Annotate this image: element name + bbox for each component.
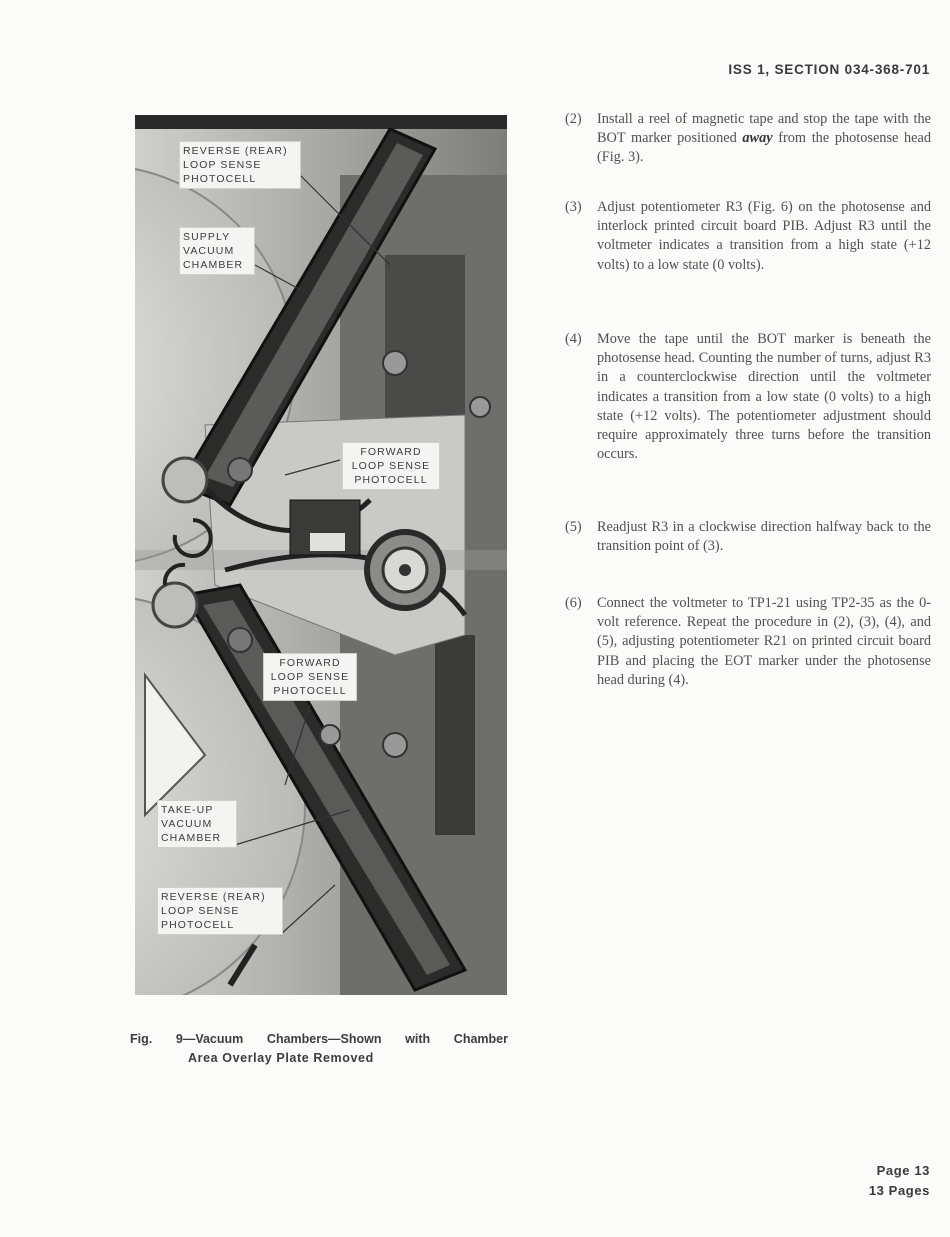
callout-reverse-rear-lower xyxy=(157,887,283,935)
step-text-continued: from the photosense head (Fig. 3). xyxy=(597,130,932,166)
step-text: Readjust R3 in a clockwise direction halfway back to the transition point of (3). xyxy=(597,519,931,555)
figure-caption xyxy=(130,1030,508,1068)
figure-caption-line-2: Area Overlay Plate Removed xyxy=(188,1051,374,1065)
callout-line: VACUUM xyxy=(183,245,235,257)
callout-line: FORWARD xyxy=(360,446,422,458)
step-text: Install a reel of magnetic tape and stop the tape with the BOT marker positioned xyxy=(597,111,931,147)
step-label: (4) xyxy=(565,331,582,347)
page-count: 13 Pages xyxy=(868,1183,930,1198)
callout-line: PHOTOCELL xyxy=(183,173,257,185)
callout-line: PHOTOCELL xyxy=(273,685,347,697)
step-text: Adjust potentiometer R3 (Fig. 6) on the photosense and interlock printed circuit board PIB. Adjust R3 until the voltmeter indicates a transition from a high state (+12 volts) to a low state (0 volts). xyxy=(597,199,931,273)
callout-line: LOOP SENSE xyxy=(161,905,240,917)
callout-line: LOOP SENSE xyxy=(270,671,350,683)
step-emphasis: away xyxy=(742,130,773,147)
step-4 xyxy=(565,330,931,464)
page-footer xyxy=(869,1161,930,1201)
callout-line: LOOP SENSE xyxy=(183,159,262,171)
step-label: (6) xyxy=(565,595,582,611)
callout-take-up-vacuum-chamber xyxy=(157,800,237,848)
step-label: (5) xyxy=(565,519,582,535)
callout-line: PHOTOCELL xyxy=(161,919,235,931)
step-3 xyxy=(565,198,931,275)
step-2 xyxy=(565,110,931,168)
step-text: Move the tape until the BOT marker is beneath the photosense head. Counting the number of turns, adjust R3 in a counterclockwise direction until the voltmeter indicates a transition from a low state (0 volts) to a high state (+12 volts). The potentiometer adjustment should require approximately three turns before the transition occurs. xyxy=(597,331,931,463)
callout-line: CHAMBER xyxy=(183,259,244,271)
callout-line: FORWARD xyxy=(279,657,341,669)
callout-line: CHAMBER xyxy=(161,832,222,844)
page-header: ISS 1, SECTION 034-368-701 xyxy=(728,62,930,77)
callout-line: VACUUM xyxy=(161,818,213,830)
step-5 xyxy=(565,518,931,556)
step-label: (2) xyxy=(565,111,582,127)
step-6 xyxy=(565,594,931,690)
callout-line: SUPPLY xyxy=(183,231,231,243)
callout-forward-upper xyxy=(342,442,440,490)
callout-line: LOOP SENSE xyxy=(351,460,431,472)
callout-line: TAKE-UP xyxy=(161,804,214,816)
figure-caption-line-1: Fig. 9—Vacuum Chambers—Shown with Chamber xyxy=(130,1032,508,1046)
callout-line: PHOTOCELL xyxy=(354,474,428,486)
page-number: Page 13 xyxy=(876,1163,930,1178)
step-label: (3) xyxy=(565,199,582,215)
callout-line: REVERSE (REAR) xyxy=(161,891,266,903)
callout-line: REVERSE (REAR) xyxy=(183,145,288,157)
callout-supply-vacuum-chamber xyxy=(179,227,255,275)
callout-forward-lower xyxy=(263,653,357,701)
vacuum-chamber-photo xyxy=(135,115,507,995)
step-text: Connect the voltmeter to TP1-21 using TP2-35 as the 0-volt reference. Repeat the procedure in (2), (3), (4), and (5), adjusting potentiometer R21 on printed circuit board PIB and placing the EOT marker under the photosense head during (4). xyxy=(597,595,931,688)
callout-reverse-rear-upper xyxy=(179,141,301,189)
